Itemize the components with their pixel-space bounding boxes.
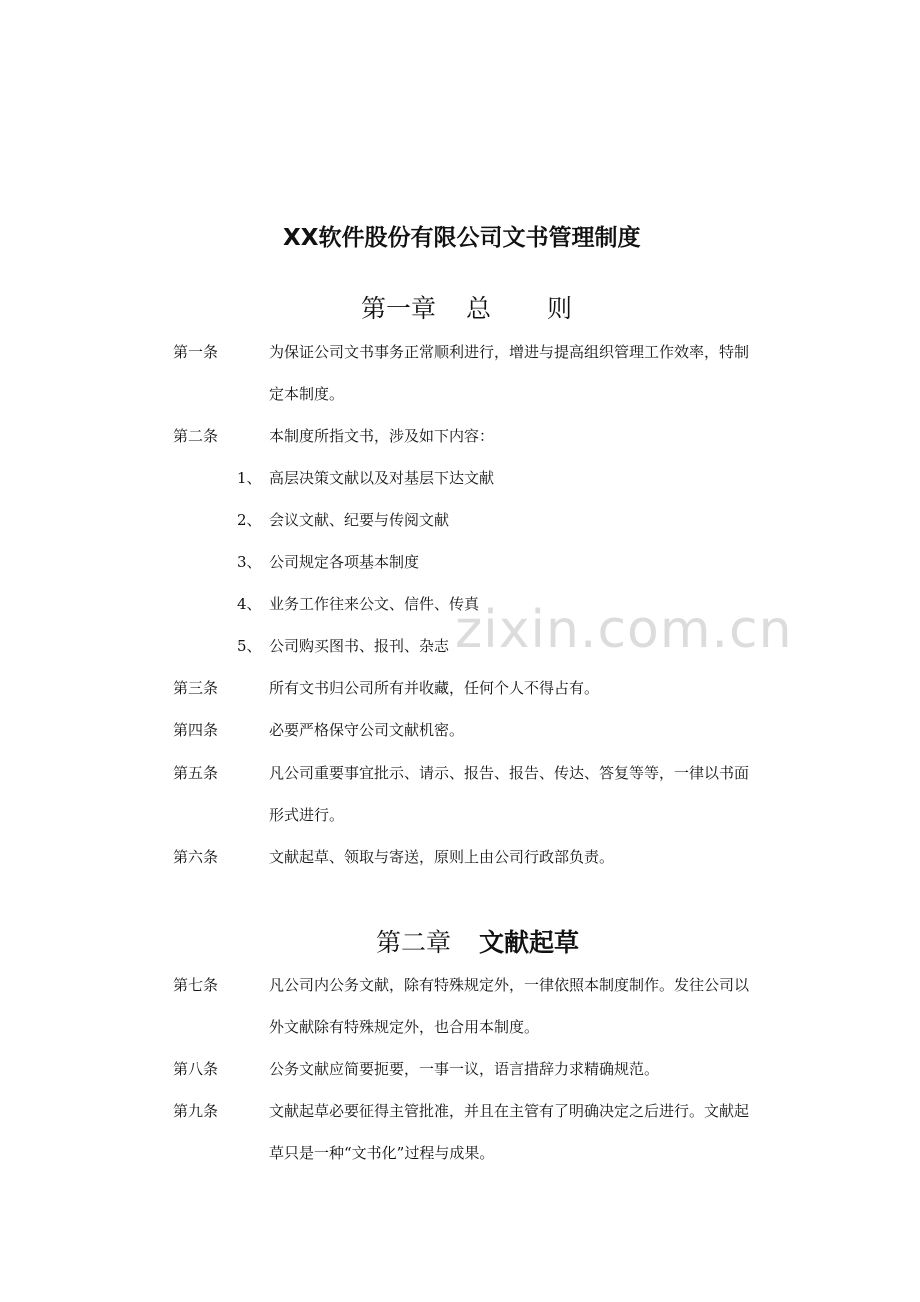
chapter-1-word2: 则	[546, 294, 572, 323]
article-6-line1: 文献起草、领取与寄送，原则上由公司行政部负责。	[269, 848, 615, 866]
list-item-number: 1、	[237, 469, 262, 487]
article-8-label: 第八条	[173, 1060, 219, 1078]
article-4-label: 第四条	[173, 721, 219, 739]
chapter-2-name: 文献起草	[478, 928, 579, 957]
list-item-number: 3、	[237, 553, 262, 571]
list-item-number: 5、	[237, 637, 262, 655]
list-item: 公司购买图书、报刊、杂志	[269, 637, 450, 655]
article-8-line1: 公务文献应简要扼要，一事一议，语言措辞力求精确规范。	[269, 1060, 660, 1078]
list-item: 高层决策文献以及对基层下达文献	[269, 469, 495, 487]
chapter-2-prefix: 第二章	[376, 928, 452, 957]
article-9-label: 第九条	[173, 1102, 219, 1120]
article-3-line1: 所有文书归公司所有并收藏，任何个人不得占有。	[269, 679, 600, 697]
article-7-line1: 凡公司内公务文献，除有特殊规定外，一律依照本制度制作。发往公司以	[269, 976, 750, 994]
list-item: 公司规定各项基本制度	[269, 553, 420, 571]
article-7-label: 第七条	[173, 976, 219, 994]
article-4-line1: 必要严格保守公司文献机密。	[269, 721, 465, 739]
list-item-number: 2、	[237, 511, 262, 529]
article-6-label: 第六条	[173, 848, 219, 866]
list-item: 业务工作往来公文、信件、传真	[269, 595, 480, 613]
list-item: 会议文献、纪要与传阅文献	[269, 511, 450, 529]
chapter-1-heading	[361, 289, 572, 325]
article-1-line1: 为保证公司文书事务正常顺利进行，增进与提高组织管理工作效率，特制	[269, 343, 750, 361]
article-1-line2: 定本制度。	[269, 385, 345, 403]
article-1-label: 第一条	[173, 343, 219, 361]
article-3-label: 第三条	[173, 679, 219, 697]
chapter-1-prefix: 第一章	[361, 294, 437, 323]
article-7-line2: 外文献除有特殊规定外，也合用本制度。	[269, 1018, 540, 1036]
article-2-label: 第二条	[173, 427, 219, 445]
chapter-1-word1: 总	[465, 294, 491, 323]
article-5-line2: 形式进行。	[269, 806, 345, 824]
article-5-line1: 凡公司重要事宜批示、请示、报告、报告、传达、答复等等，一律以书面	[269, 764, 750, 782]
article-5-label: 第五条	[173, 764, 219, 782]
list-item-number: 4、	[237, 595, 262, 613]
chapter-2-heading	[376, 923, 579, 959]
article-9-line1: 文献起草必要征得主管批准，并且在主管有了明确决定之后进行。文献起	[269, 1102, 750, 1120]
article-9-line2: 草只是一种“文书化”过程与成果。	[269, 1144, 495, 1162]
watermark: zixin.com.cn	[455, 600, 793, 660]
article-2-line1: 本制度所指文书，涉及如下内容：	[269, 427, 495, 445]
document-title: XX软件股份有限公司文书管理制度	[283, 225, 641, 251]
